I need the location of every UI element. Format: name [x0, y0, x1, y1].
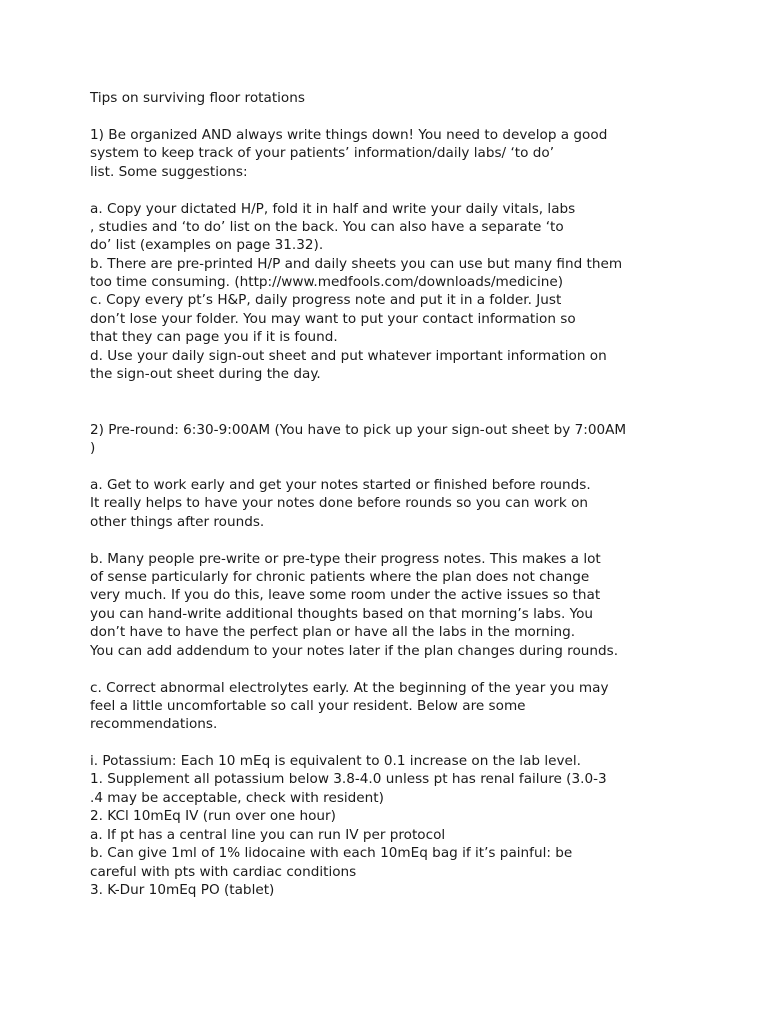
paragraph-line: other things after rounds. [90, 514, 265, 530]
paragraph-line: don’t lose your folder. You may want to put your contact information so [90, 311, 576, 327]
paragraph-line: 2. KCl 10mEq IV (run over one hour) [90, 808, 336, 824]
paragraph-line: i. Potassium: Each 10 mEq is equivalent to 0.1 increase on the lab level. [90, 753, 581, 769]
paragraph-line: b. There are pre-printed H/P and daily sheets you can use but many find them [90, 256, 623, 272]
paragraph-line: feel a little uncomfortable so call your resident. Below are some [90, 698, 526, 714]
paragraph-line: , studies and ‘to do’ list on the back. You can also have a separate ‘to [90, 219, 564, 235]
paragraph-line: don’t have to have the perfect plan or have all the labs in the morning. [90, 624, 576, 640]
paragraph-line: .4 may be acceptable, check with resident) [90, 790, 384, 806]
paragraph-line: that they can page you if it is found. [90, 329, 338, 345]
paragraph-line: list. Some suggestions: [90, 164, 248, 180]
document-title: Tips on surviving floor rotations [90, 90, 305, 106]
paragraph-line: 3. K-Dur 10mEq PO (tablet) [90, 882, 275, 898]
paragraph-line: of sense particularly for chronic patients where the plan does not change [90, 569, 590, 585]
paragraph-line: very much. If you do this, leave some room under the active issues so that [90, 587, 601, 603]
paragraph-line: c. Copy every pt’s H&P, daily progress note and put it in a folder. Just [90, 292, 562, 308]
paragraph-line: ) [90, 440, 96, 456]
paragraph-line: d. Use your daily sign-out sheet and put whatever important information on [90, 348, 607, 364]
paragraph-line: b. Many people pre-write or pre-type their progress notes. This makes a lot [90, 551, 601, 567]
paragraph-line: a. If pt has a central line you can run IV per protocol [90, 827, 446, 843]
paragraph-line: 2) Pre-round: 6:30-9:00AM (You have to pick up your sign-out sheet by 7:00AM [90, 422, 627, 438]
paragraph-line: careful with pts with cardiac conditions [90, 864, 357, 880]
paragraph-line: 1. Supplement all potassium below 3.8-4.0 unless pt has renal failure (3.0-3 [90, 771, 607, 787]
paragraph-line: you can hand-write additional thoughts based on that morning’s labs. You [90, 606, 594, 622]
paragraph-line: recommendations. [90, 716, 218, 732]
paragraph-line: 1) Be organized AND always write things down! You need to develop a good [90, 127, 608, 143]
paragraph-line: b. Can give 1ml of 1% lidocaine with each 10mEq bag if it’s painful: be [90, 845, 573, 861]
paragraph-line: You can add addendum to your notes later if the plan changes during rounds. [90, 643, 619, 659]
paragraph-line: system to keep track of your patients’ information/daily labs/ ‘to do’ [90, 145, 555, 161]
paragraph-line: a. Copy your dictated H/P, fold it in half and write your daily vitals, labs [90, 201, 576, 217]
paragraph-line: c. Correct abnormal electrolytes early. At the beginning of the year you may [90, 680, 609, 696]
paragraph-line: It really helps to have your notes done before rounds so you can work on [90, 495, 589, 511]
paragraph-line: too time consuming. (http://www.medfools.com/downloads/medicine) [90, 274, 564, 290]
paragraph-line: do’ list (examples on page 31.32). [90, 237, 324, 253]
paragraph-line: the sign-out sheet during the day. [90, 366, 321, 382]
paragraph-line: a. Get to work early and get your notes started or finished before rounds. [90, 477, 591, 493]
